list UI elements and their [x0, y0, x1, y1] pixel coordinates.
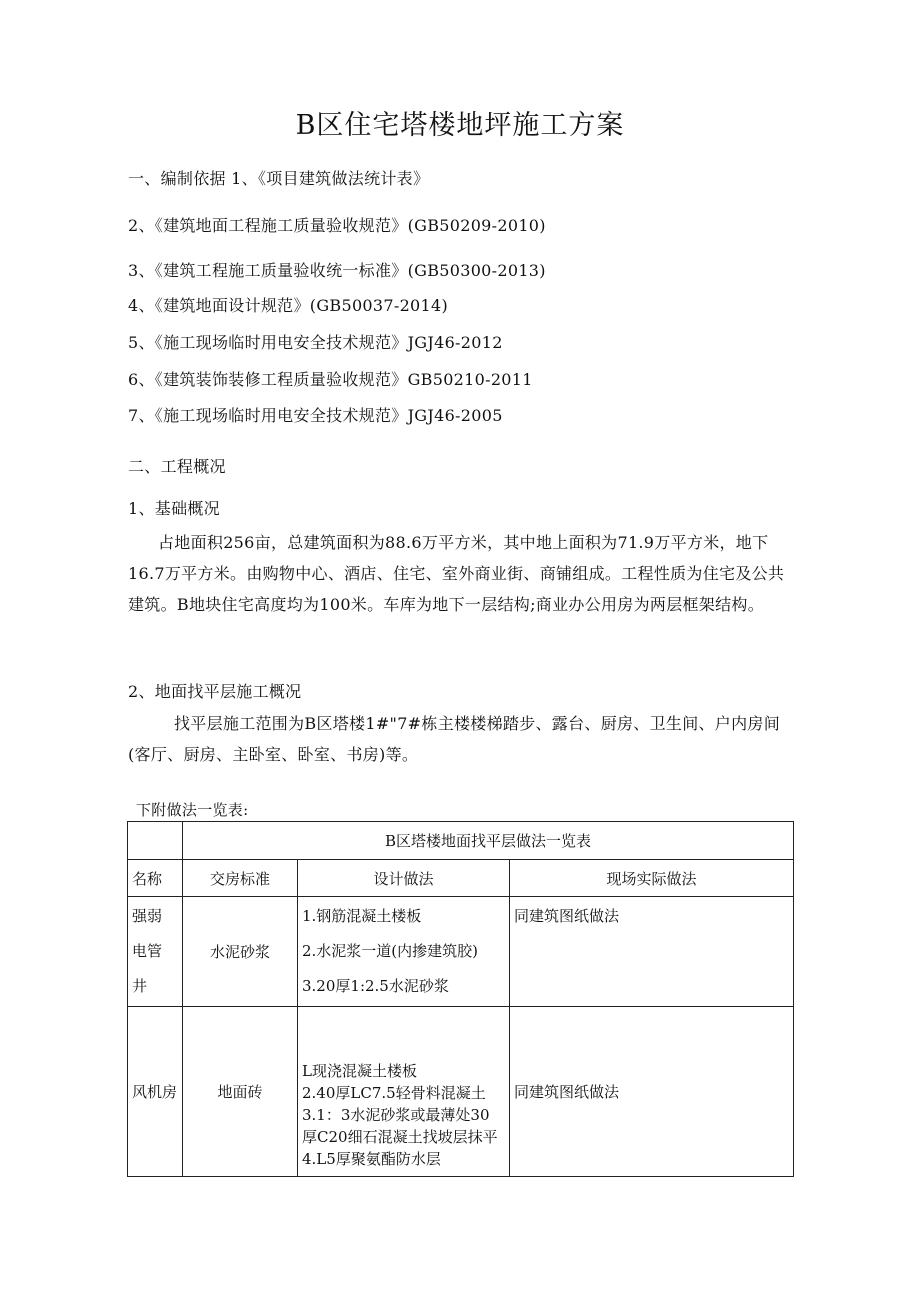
reference-item: 4、《建筑地面设计规范》(GB50037-2014)	[128, 296, 449, 315]
table-row	[128, 897, 794, 1007]
reference-item: 2、《建筑地面工程施工质量验收规范》(GB50209-2010)	[128, 216, 546, 235]
header-design: 设计做法	[298, 860, 510, 897]
table-caption: 下附做法一览表:	[136, 801, 249, 819]
reference-item: 5、《施工现场临时用电安全技术规范》JGJ46-2012	[128, 333, 503, 352]
table-row	[128, 1007, 794, 1177]
row-design: L现浇混凝土楼板 2.40厚LC7.5轻骨料混凝土 3.1：3水泥砂浆或最薄处30 厚C20细石混凝土找坡层抹平 4.L5厚聚氨酯防水层	[298, 1007, 510, 1177]
header-actual: 现场实际做法	[510, 860, 794, 897]
reference-item: 7、《施工现场临时用电安全技术规范》JGJ46-2005	[128, 406, 503, 425]
reference-item: 3、《建筑工程施工质量验收统一标准》(GB50300-2013)	[128, 261, 546, 280]
row-name: 强弱 电管 井	[128, 897, 183, 1007]
subsection-foundation-heading: 1、基础概况	[128, 499, 220, 518]
header-standard: 交房标准	[183, 860, 298, 897]
document-title: B区住宅塔楼地坪施工方案	[295, 110, 625, 141]
leveling-paragraph: 找平层施工范围为B区塔楼1#"7#栋主楼楼梯踏步、露台、厨房、卫生间、户内房间(客厅、厨房、主卧室、卧室、书房)等。	[128, 714, 780, 764]
reference-item: 6、《建筑装饰装修工程质量验收规范》GB50210-2011	[128, 370, 533, 389]
practice-table	[127, 821, 794, 1177]
table-header-row	[128, 860, 794, 897]
table-title: B区塔楼地面找平层做法一览表	[183, 822, 794, 860]
row-standard: 水泥砂浆	[183, 897, 298, 1007]
row-actual: 同建筑图纸做法	[510, 897, 794, 1007]
row-name: 风机房	[128, 1007, 183, 1177]
foundation-paragraph: 占地面积256亩，总建筑面积为88.6万平方米，其中地上面积为71.9万平方米，地下16.7万平方米。由购物中心、酒店、住宅、室外商业街、商铺组成。工程性质为住宅及公共建筑。B地块住宅高度均为100米。车库为地下一层结构;商业办公用房为两层框架结构。	[128, 533, 785, 614]
subsection-leveling-heading: 2、地面找平层施工概况	[128, 682, 302, 701]
row-actual: 同建筑图纸做法	[510, 1007, 794, 1177]
section-overview-heading: 二、工程概况	[128, 457, 226, 476]
section-basis-heading: 一、编制依据 1、《项目建筑做法统计表》	[128, 169, 430, 188]
row-standard: 地面砖	[183, 1007, 298, 1177]
header-name: 名称	[128, 860, 183, 897]
row-design: 1.钢筋混凝土楼板 2.水泥浆一道(内掺建筑胶) 3.20厚1:2.5水泥砂浆	[298, 897, 510, 1007]
table-corner-cell	[128, 822, 183, 860]
